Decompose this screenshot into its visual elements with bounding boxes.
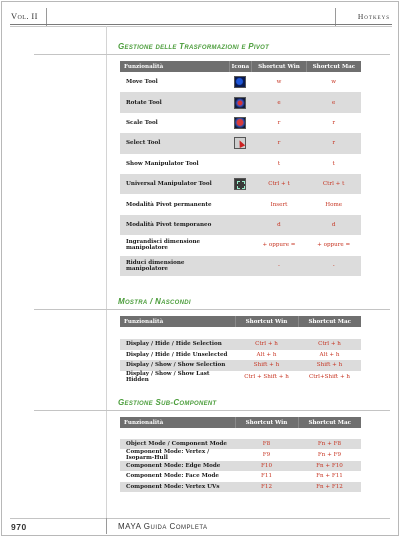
shortcut-mac: e	[306, 92, 361, 112]
shortcut-mac: Fn + F8	[298, 439, 361, 449]
column-header: Shortcut Mac	[298, 417, 361, 428]
function-name: Component Mode: Face Mode	[120, 471, 235, 481]
function-name: Modalità Pivot permanente	[120, 194, 229, 214]
function-name: Component Mode: Vertex / Isoparm-Hull	[120, 449, 235, 461]
scale-tool-icon	[234, 117, 246, 129]
table-row	[120, 154, 361, 174]
function-name: Modalità Pivot temporaneo	[120, 215, 229, 235]
function-name: Ingrandisci dimensione manipolatore	[120, 235, 229, 255]
shortcut-mac: Ctrl + h	[298, 339, 361, 350]
column-header: Funzionalità	[120, 417, 235, 428]
column-header: Shortcut Mac	[298, 316, 361, 327]
function-name: Show Manipulator Tool	[120, 154, 229, 174]
header-rule	[10, 26, 392, 27]
table-row	[120, 133, 361, 153]
function-name: Component Mode: Edge Mode	[120, 461, 235, 471]
sub-component-hotkeys-table	[120, 417, 361, 492]
shortcut-win: Ctrl + t	[252, 174, 307, 194]
section-title-sub-component: Gestione Sub-Component	[118, 398, 217, 407]
shortcut-mac: d	[306, 215, 361, 235]
table-row	[120, 482, 361, 492]
shortcut-win: d	[252, 215, 307, 235]
function-name: Display / Show / Show Last Hidden	[120, 371, 235, 383]
book-title: MAYA Guida Completa	[118, 522, 208, 531]
shortcut-win: F12	[235, 482, 298, 492]
transform-hotkeys-table	[120, 61, 361, 276]
table-row	[120, 113, 361, 133]
table-row	[120, 92, 361, 112]
shortcut-mac: r	[306, 113, 361, 133]
shortcut-win: r	[252, 113, 307, 133]
column-header: Shortcut Mac	[306, 61, 361, 72]
table-row	[120, 350, 361, 361]
select-tool-icon	[234, 137, 246, 149]
table-header-row	[120, 61, 361, 72]
table-row	[120, 235, 361, 255]
shortcut-win: r	[252, 133, 307, 153]
shortcut-mac: Fn + F12	[298, 482, 361, 492]
shortcut-win: t	[252, 154, 307, 174]
rotate-tool-icon	[234, 97, 246, 109]
function-name: Display / Show / Show Selection	[120, 360, 235, 371]
page-number: 970	[11, 522, 27, 532]
shortcut-win: e	[252, 92, 307, 112]
shortcut-mac: Ctrl+Shift + h	[298, 371, 361, 383]
gutter-line	[106, 26, 107, 529]
function-name: Move Tool	[120, 72, 229, 92]
table-row	[120, 256, 361, 276]
function-name: Display / Hide / Hide Selection	[120, 339, 235, 350]
table-row	[120, 439, 361, 449]
table-row	[120, 174, 361, 194]
running-header-chapter: Hotkeys	[357, 12, 390, 21]
section-title-show-hide: Mostra / Nascondi	[118, 297, 191, 306]
shortcut-mac: Fn + F10	[298, 461, 361, 471]
column-header: Funzionalità	[120, 316, 235, 327]
section-rule	[34, 410, 390, 411]
table-row	[120, 471, 361, 481]
show-hide-hotkeys-table	[120, 316, 361, 383]
universal-manipulator-icon	[234, 178, 246, 190]
move-tool-icon	[234, 76, 246, 88]
table-header-row	[120, 417, 361, 428]
table-row	[120, 461, 361, 471]
section-rule	[34, 54, 390, 55]
shortcut-mac: w	[306, 72, 361, 92]
header-rule	[10, 24, 392, 25]
column-header: Shortcut Win	[235, 316, 298, 327]
shortcut-win: + oppure =	[252, 235, 307, 255]
table-row	[120, 72, 361, 92]
shortcut-win: Shift + h	[235, 360, 298, 371]
shortcut-mac: Home	[306, 194, 361, 214]
column-header: Icona	[229, 61, 251, 72]
column-header: Shortcut Win	[235, 417, 298, 428]
function-name: Component Mode: Vertex UVs	[120, 482, 235, 492]
shortcut-mac: t	[306, 154, 361, 174]
function-name: Display / Hide / Hide Unselected	[120, 350, 235, 361]
shortcut-win: F11	[235, 471, 298, 481]
function-name: Object Mode / Component Mode	[120, 439, 235, 449]
shortcut-mac: + oppure =	[306, 235, 361, 255]
column-header: Shortcut Win	[252, 61, 307, 72]
table-row	[120, 215, 361, 235]
shortcut-mac: Alt + h	[298, 350, 361, 361]
shortcut-win: Ctrl + h	[235, 339, 298, 350]
shortcut-mac: -	[306, 256, 361, 276]
shortcut-win: F10	[235, 461, 298, 471]
table-row	[120, 371, 361, 383]
shortcut-mac: Fn + F11	[298, 471, 361, 481]
running-header-volume: Vol. II	[11, 11, 38, 21]
shortcut-mac: r	[306, 133, 361, 153]
section-title-transform: Gestione delle Trasformazioni e Pivot	[118, 42, 270, 51]
shortcut-mac: Ctrl + t	[306, 174, 361, 194]
function-name: Riduci dimensione manipolatore	[120, 256, 229, 276]
shortcut-mac: Shift + h	[298, 360, 361, 371]
shortcut-win: Insert	[252, 194, 307, 214]
function-name: Scale Tool	[120, 113, 229, 133]
shortcut-win: Alt + h	[235, 350, 298, 361]
column-header: Funzionalità	[120, 61, 229, 72]
section-rule	[34, 309, 390, 310]
footer-separator	[106, 518, 107, 534]
table-row	[120, 449, 361, 461]
shortcut-win: F8	[235, 439, 298, 449]
function-name: Universal Manipulator Tool	[120, 174, 229, 194]
shortcut-mac: Fn + F9	[298, 449, 361, 461]
function-name: Rotate Tool	[120, 92, 229, 112]
function-name: Select Tool	[120, 133, 229, 153]
table-header-row	[120, 316, 361, 327]
table-row	[120, 194, 361, 214]
shortcut-win: w	[252, 72, 307, 92]
footer-rule	[10, 518, 390, 519]
shortcut-win: -	[252, 256, 307, 276]
table-row	[120, 360, 361, 371]
shortcut-win: F9	[235, 449, 298, 461]
table-row	[120, 339, 361, 350]
shortcut-win: Ctrl + Shift + h	[235, 371, 298, 383]
